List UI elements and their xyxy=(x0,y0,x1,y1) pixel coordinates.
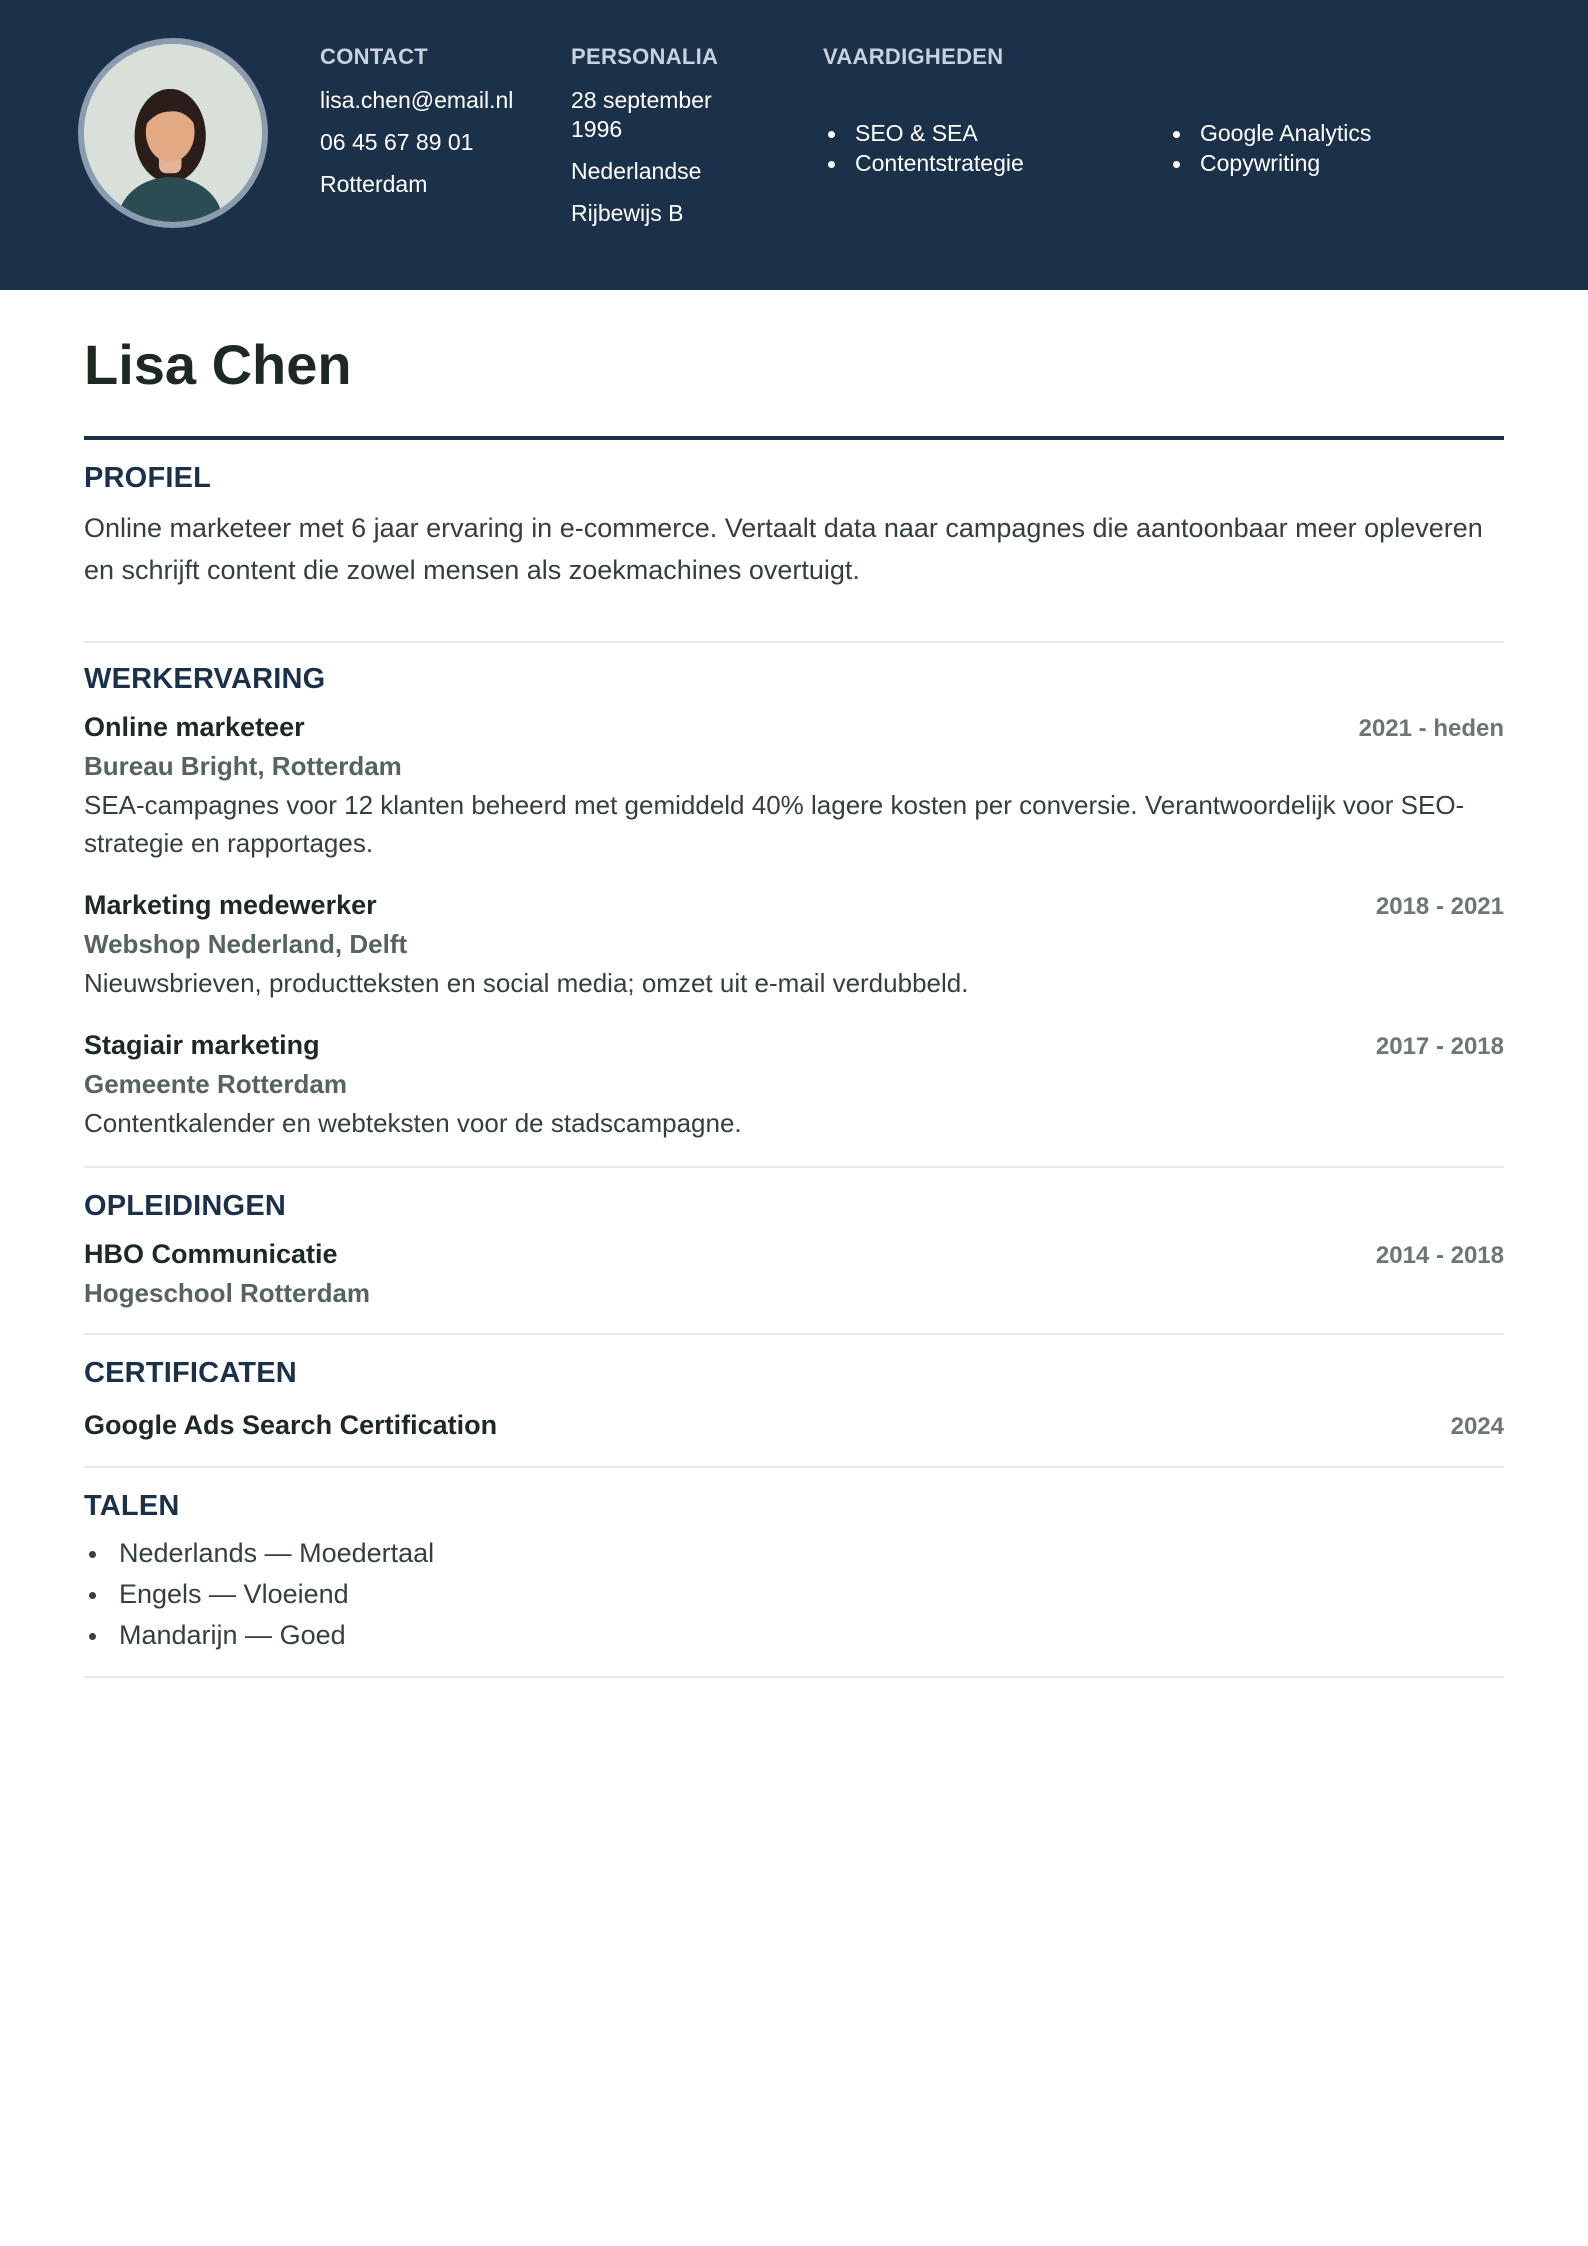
job-title: Stagiair marketing xyxy=(84,1030,320,1060)
resume-body xyxy=(84,290,1504,1678)
phone-text: 06 45 67 89 01 xyxy=(320,129,474,155)
education-entry xyxy=(84,1235,1504,1313)
education-date: 2014 - 2018 xyxy=(1375,1242,1504,1269)
job-date: 2017 - 2018 xyxy=(1375,1033,1504,1060)
language-item: Nederlands — Moedertaal xyxy=(84,1533,1504,1574)
job-organization: Bureau Bright, Rotterdam xyxy=(84,751,402,781)
languages-list xyxy=(84,1533,1504,1656)
skills-heading: VAARDIGHEDEN xyxy=(823,44,1004,69)
skill-item: Copywriting xyxy=(1168,148,1513,178)
languages-title: TALEN xyxy=(84,1490,180,1522)
language-item: Mandarijn — Goed xyxy=(84,1615,1504,1656)
skills-column xyxy=(823,44,1523,178)
job-organization: Webshop Nederland, Delft xyxy=(84,929,408,959)
license-text: Rijbewijs B xyxy=(571,200,684,226)
skill-item: Contentstrategie xyxy=(823,148,1168,178)
job-title: Marketing medewerker xyxy=(84,890,377,920)
contact-column xyxy=(320,44,540,212)
profile-text: Online marketeer met 6 jaar ervaring in e-commerce. Vertaalt data naar campagnes die aantoonbaar meer opleveren en schrijft content die zowel mensen als zoekmachines overtuigt. xyxy=(84,513,1483,585)
job-description: SEA-campagnes voor 12 klanten beheerd met gemiddeld 40% lagere kosten per conversie. Verantwoordelijk voor SEO-strategie en rapportages. xyxy=(84,790,1465,858)
skill-item: Google Analytics xyxy=(1168,118,1513,148)
email-text: lisa.chen@email.nl xyxy=(320,87,514,113)
person-avatar-icon xyxy=(84,44,262,222)
certificate-date: 2024 xyxy=(1450,1413,1504,1440)
education-school: Hogeschool Rotterdam xyxy=(84,1278,371,1308)
skills-list-left xyxy=(823,118,1168,178)
nationality-text: Nederlandse xyxy=(571,158,702,184)
certificates-title: CERTIFICATEN xyxy=(84,1357,297,1389)
job-title: Online marketeer xyxy=(84,712,305,742)
skills-list-right xyxy=(1168,118,1513,178)
avatar xyxy=(78,38,268,228)
header-band xyxy=(0,0,1588,290)
education-degree: HBO Communicatie xyxy=(84,1239,338,1269)
job-description: Nieuwsbrieven, productteksten en social media; omzet uit e-mail verdubbeld. xyxy=(84,968,969,998)
contact-heading: CONTACT xyxy=(320,44,429,69)
city-text: Rotterdam xyxy=(320,171,428,197)
profile-title: PROFIEL xyxy=(84,462,212,494)
certificates-section xyxy=(84,1335,1504,1468)
languages-section xyxy=(84,1468,1504,1678)
education-section xyxy=(84,1168,1504,1335)
work-section xyxy=(84,643,1504,1168)
work-title: WERKERVARING xyxy=(84,663,326,695)
job-organization: Gemeente Rotterdam xyxy=(84,1069,347,1099)
job-description: Contentkalender en webteksten voor de stadscampagne. xyxy=(84,1108,742,1138)
certificate-name: Google Ads Search Certification xyxy=(84,1410,498,1440)
job-entry xyxy=(84,1026,1504,1142)
profile-section xyxy=(84,440,1504,643)
education-title: OPLEIDINGEN xyxy=(84,1190,286,1222)
language-item: Engels — Vloeiend xyxy=(84,1574,1504,1615)
certificate-entry xyxy=(84,1406,1504,1444)
job-entry xyxy=(84,708,1504,862)
skill-item: SEO & SEA xyxy=(823,118,1168,148)
birthdate-text: 28 september 1996 xyxy=(571,87,712,142)
candidate-name: Lisa Chen xyxy=(84,333,352,396)
skills-grid xyxy=(823,118,1523,178)
personalia-heading: PERSONALIA xyxy=(571,44,719,69)
job-date: 2018 - 2021 xyxy=(1375,893,1504,920)
job-entry xyxy=(84,886,1504,1002)
personalia-column xyxy=(571,44,771,241)
job-date: 2021 - heden xyxy=(1358,715,1504,742)
